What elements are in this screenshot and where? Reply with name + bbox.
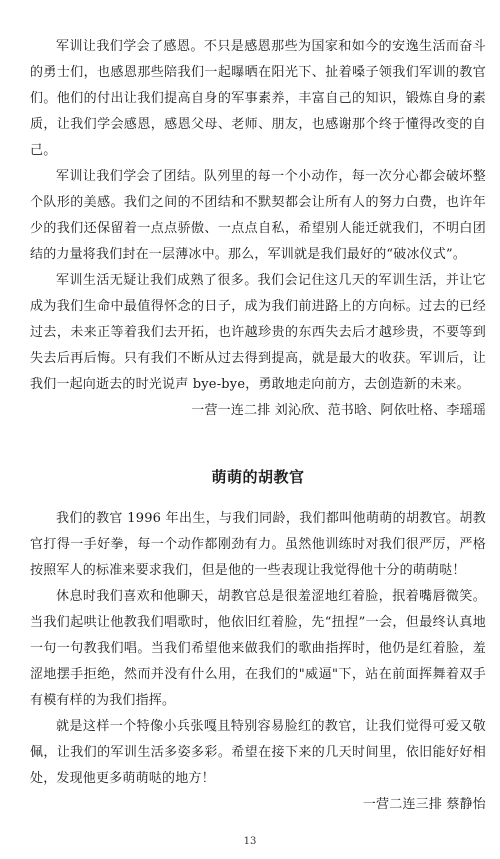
paragraph-instructor-intro: 我们的教官 1996 年出生，与我们同龄，我们都叫他萌萌的胡教官。胡教官打得一手好拳，每一个动作都刚劲有力。虽然他训练时对我们很严厉，严格按照军人的标准来要求我们，但是他的一些表现让我觉得他十分的萌萌哒！: [30, 511, 486, 578]
paragraph-maturity: 军训生活无疑让我们成熟了很多。我们会记住这几天的军训生活，并让它成为我们生命中最值得怀念的日子，成为我们前进路上的方向标。过去的已经过去，未来正等着我们去开拓，也许越珍贵的东西失去后才越珍贵，不要等到失去后再后悔。只有我们不断从过去得到提高，就是最大的收获。军训后，让我们一起向逝去的时光说声 bye-bye，勇敢地走向前方，去创造新的未来。: [30, 273, 486, 392]
article-title: 萌萌的胡教官: [211, 468, 305, 486]
document-page: [30, 34, 486, 818]
author-signature: 一营二连三排 蔡静怡: [362, 797, 486, 812]
author-signature: 一营一连二排 刘沁欣、范书晗、阿依吐格、李瑶瑶: [191, 403, 486, 418]
paragraph-gratitude: 军训让我们学会了感恩。不只是感恩那些为国家和如今的安逸生活而奋斗的勇士们，也感恩那些陪我们一起曝晒在阳光下、扯着嗓子领我们军训的教官们。他们的付出让我们提高自身的军事素养，丰富自己的知识，锻炼自身的素质，让我们学会感恩，感恩父母、老师、朋友，也感谢那个终于懂得改变的自己。: [30, 39, 486, 158]
paragraph-instructor-shy: 休息时我们喜欢和他聊天，胡教官总是很羞涩地红着脸，抿着嘴唇微笑。当我们起哄让他教我们唱歌时，他依旧红着脸，先“扭捏”一会，但最终认真地一句一句教我们唱。当我们希望他来做我们的歌曲指挥时，他仍是红着脸，羞涩地摆手拒绝，然而并没有什么用，在我们的"威逼"下，站在前面挥舞着双手有模有样的为我们指挥。: [30, 589, 486, 708]
page-number: 13: [243, 836, 257, 847]
paragraph-unity: 军训让我们学会了团结。队列里的每一个小动作，每一次分心都会破坏整个队形的美感。我们之间的不团结和不默契都会让所有人的努力白费，也许年少的我们还保留着一点点骄傲、一点点自私，希望别人能迁就我们，不明白团结的力量将我们封在一层薄冰中。那么，军训就是我们最好的“破冰仪式”。: [30, 169, 486, 262]
paragraph-instructor-closing: 就是这样一个特像小兵张嘎且特别容易脸红的教官，让我们觉得可爱又敬佩，让我们的军训生活多姿多彩。希望在接下来的几天时间里，依旧能好好相处，发现他更多萌萌哒的地方！: [30, 719, 486, 786]
